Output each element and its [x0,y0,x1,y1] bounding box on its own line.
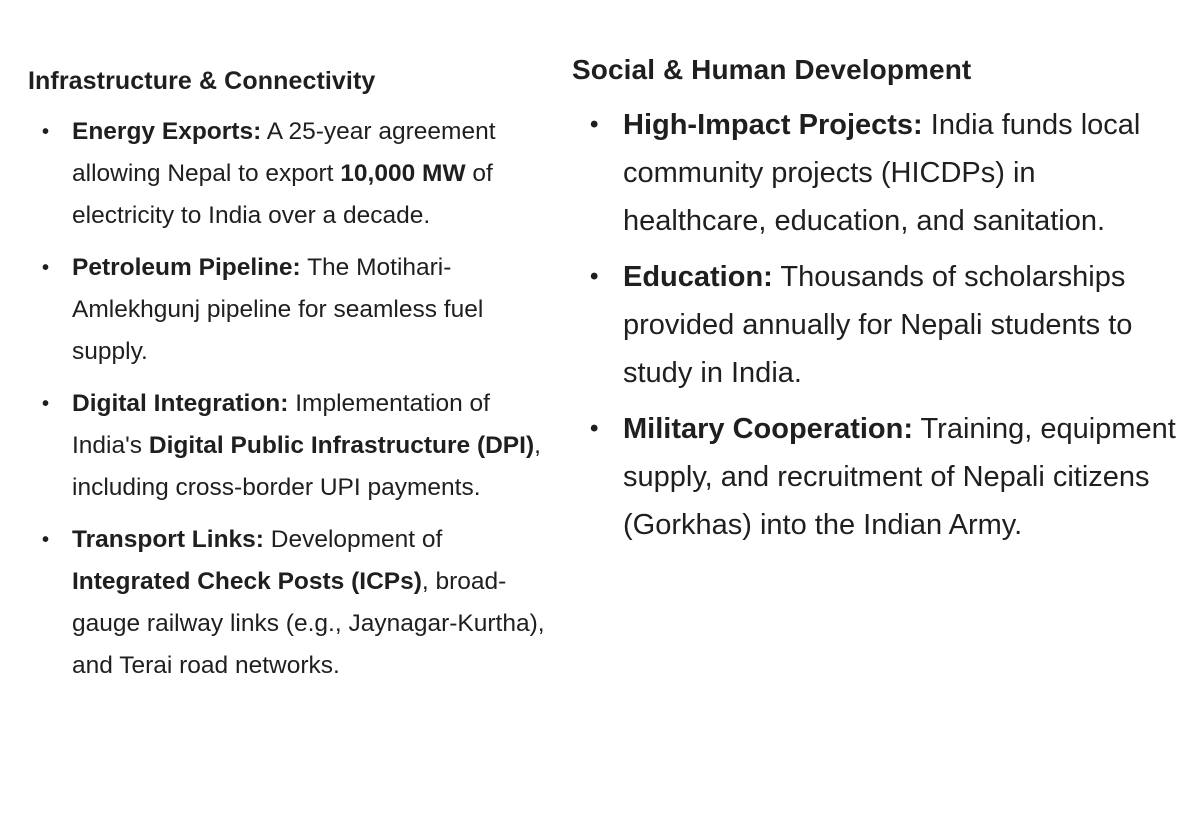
list-item-energy-exports [28,111,558,237]
bullet-icon: • [42,393,50,415]
list-item-digital-integration [28,383,558,509]
item-label: High-Impact Projects: [623,109,923,141]
item-text: The Motihari-Amlekhgunj pipeline for seamless fuel supply. [72,254,484,365]
item-text: A 25-year agreement allowing Nepal to export [72,118,496,187]
bullet-icon: • [42,121,50,143]
list-item-education [572,253,1182,397]
bullet-icon: • [590,415,599,442]
social-development-heading: Social & Human Development [572,54,972,85]
list-item-military-cooperation [572,405,1182,549]
item-text: , broad-gauge railway links (e.g., Jaynagar-Kurtha), and Terai road networks. [72,568,545,679]
item-label: Education: [623,261,773,293]
item-text: , including cross-border UPI payments. [72,432,541,501]
item-label: Transport Links: [72,526,264,553]
item-label: Digital Integration: [72,390,289,417]
item-emphasis: 10,000 MW [340,160,466,187]
infrastructure-heading: Infrastructure & Connectivity [28,67,376,95]
item-text: Development of [263,526,443,553]
bullet-icon: • [42,529,50,551]
item-label: Energy Exports: [72,118,262,145]
bullet-icon: • [42,257,50,279]
bullet-icon: • [590,263,599,290]
social-development-list [572,101,1182,557]
infrastructure-list [28,111,558,697]
list-item-transport-links [28,519,558,687]
item-text: Implementation of India's [72,390,490,459]
item-emphasis: Digital Public Infrastructure (DPI) [148,432,535,459]
list-item-petroleum-pipeline [28,247,558,373]
item-text: of electricity to India over a decade. [72,160,493,229]
item-label: Petroleum Pipeline: [72,254,301,281]
item-emphasis: Integrated Check Posts (ICPs) [72,568,422,595]
item-label: Military Cooperation: [623,413,914,445]
item-text: Training, equipment supply, and recruitment of Nepali citizens (Gorkhas) into the Indian Army. [623,413,1176,541]
bullet-icon: • [590,111,599,138]
item-text: Thousands of scholarships provided annually for Nepali students to study in India. [623,261,1133,389]
list-item-high-impact-projects [572,101,1182,245]
item-text: India funds local community projects (HICDPs) in healthcare, education, and sanitation. [623,109,1141,237]
